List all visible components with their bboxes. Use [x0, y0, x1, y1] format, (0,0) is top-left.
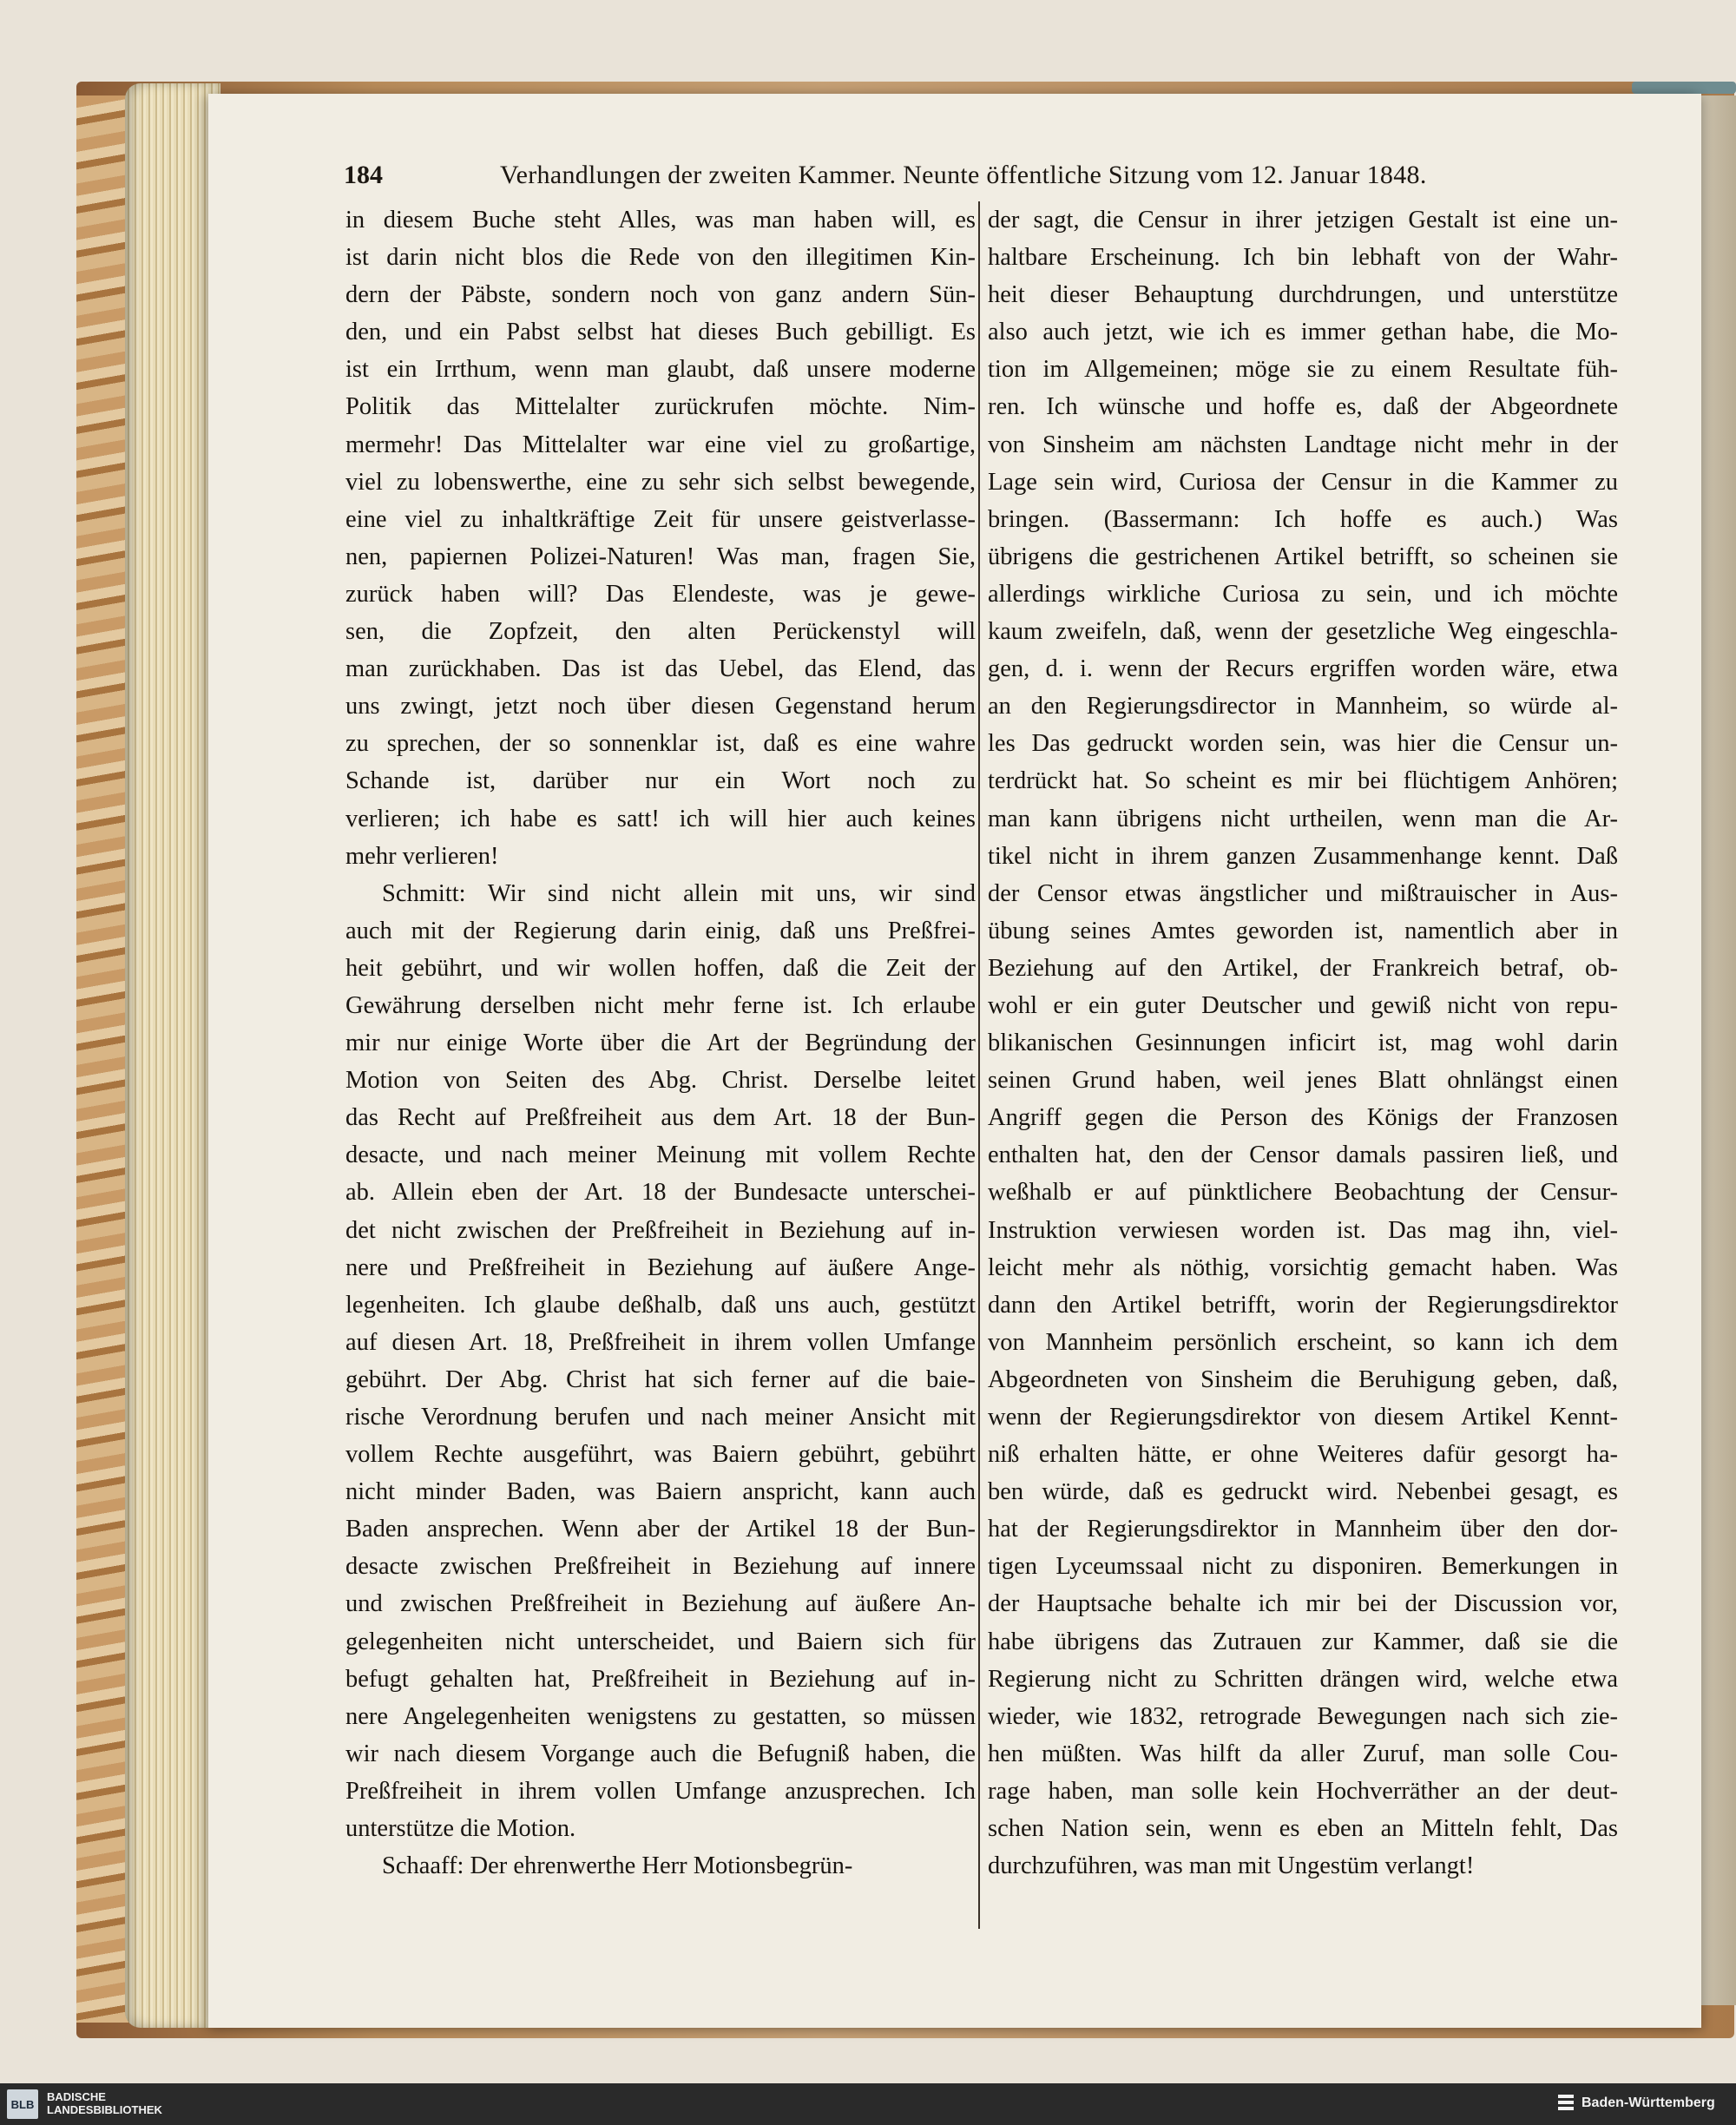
right-column-line: heit dieser Behauptung durchdrungen, und unterstütze [988, 281, 1618, 309]
running-head: Verhandlungen der zweiten Kammer. Neunte öffentliche Sitzung vom 12. Januar 1848. [500, 161, 1427, 189]
left-column-line: ist darin nicht blos die Rede von den illegitimen Kin- [345, 244, 976, 272]
left-column-line: nen, papiernen Polizei-Naturen! Was man, fragen Sie, [345, 543, 976, 570]
right-column-line: allerdings wirkliche Curiosa zu sein, und ich möchte [988, 580, 1618, 608]
right-column-line: Instruktion verwiesen worden ist. Das mag ihn, viel- [988, 1216, 1618, 1244]
right-column-line: von Sinsheim am nächsten Landtage nicht mehr in der [988, 431, 1618, 458]
right-column-line: hen müßten. Was hilft da aller Zuruf, man solle Cou- [988, 1740, 1618, 1767]
right-column-line: wenn der Regierungsdirektor von diesem Artikel Kennt- [988, 1404, 1618, 1431]
blb-logo-icon: BLB [7, 2089, 38, 2119]
right-column-line: von Mannheim persönlich erscheint, so kann ich dem [988, 1328, 1618, 1356]
right-column-line: Abgeordneten von Sinsheim die Beruhigung geben, daß, [988, 1365, 1618, 1393]
right-column-line: der Censor etwas ängstlicher und mißtrauischer in Aus- [988, 879, 1618, 907]
right-column-line: der Hauptsache behalte ich mir bei der Discussion vor, [988, 1590, 1618, 1618]
left-column-line: viel zu lobenswerthe, eine zu sehr sich selbst bewegende, [345, 468, 976, 496]
left-column-line: zurück haben will? Das Elendeste, was je gewe- [345, 580, 976, 608]
right-column-line: wieder, wie 1832, retrograde Bewegungen nach sich zie- [988, 1702, 1618, 1730]
right-column-line: übrigens die gestrichenen Artikel betrifft, so scheinen sie [988, 543, 1618, 570]
right-column-line: habe übrigens das Zutrauen zur Kammer, daß sie die [988, 1628, 1618, 1655]
left-column-line: mermehr! Das Mittelalter war eine viel zu großartige, [345, 431, 976, 458]
left-column-line: mir nur einige Worte über die Art der Begründung der [345, 1030, 976, 1057]
right-column-line: an den Regierungsdirector in Mannheim, so würde al- [988, 693, 1618, 720]
right-column-line: hat der Regierungsdirektor in Mannheim über den dor- [988, 1516, 1618, 1543]
left-column-line: und zwischen Preßfreiheit in Beziehung auf äußere An- [345, 1590, 976, 1618]
page-header [344, 161, 1481, 195]
left-column-line: Preßfreiheit in ihrem vollen Umfange anzusprechen. Ich [345, 1777, 976, 1805]
left-column-line: vollem Rechte ausgeführt, was Baiern gebührt, gebührt [345, 1441, 976, 1469]
left-column-line: das Recht auf Preßfreiheit aus dem Art. 18 der Bun- [345, 1104, 976, 1132]
page-number: 184 [344, 161, 383, 189]
right-column-line: rage haben, man solle kein Hochverräther an der deut- [988, 1777, 1618, 1805]
right-column-line: man kann übrigens nicht urtheilen, wenn man die Ar- [988, 805, 1618, 832]
left-column-line: Schande ist, darüber nur ein Wort noch zu [345, 767, 976, 795]
state-name: Baden-Württemberg [1581, 2095, 1715, 2110]
right-column-line: seinen Grund haben, weil jenes Blatt ohnlängst einen [988, 1067, 1618, 1095]
left-column-line: Politik das Mittelalter zurückrufen möchte. Nim- [345, 393, 976, 421]
right-column-line: bringen. (Bassermann: Ich hoffe es auch.) Was [988, 505, 1618, 533]
left-column-line: wir nach diesem Vorgange auch die Befugniß haben, die [345, 1740, 976, 1767]
right-column-line: wohl er ein guter Deutscher und gewiß nicht von repu- [988, 991, 1618, 1019]
right-column-line: tikel nicht in ihrem ganzen Zusammenhange kennt. Daß [988, 842, 1618, 870]
left-column-line: man zurückhaben. Das ist das Uebel, das Elend, das [345, 655, 976, 683]
right-column-line: enthalten hat, den der Censor damals passiren ließ, und [988, 1141, 1618, 1169]
right-column-line: also auch jetzt, wie ich es immer gethan habe, die Mo- [988, 319, 1618, 346]
right-column-line: Beziehung auf den Artikel, der Frankreich betraf, ob- [988, 954, 1618, 982]
marbled-edge [76, 95, 128, 2023]
bookmark-ribbon [1632, 82, 1736, 94]
left-column-line: Schaaff: Der ehrenwerthe Herr Motionsbegrün- [382, 1852, 853, 1880]
left-column-line: rische Verordnung berufen und nach meiner Ansicht mit [345, 1404, 976, 1431]
right-column-line: tigen Lyceumssaal nicht zu disponiren. Bemerkungen in [988, 1553, 1618, 1581]
left-column-line: zu sprechen, der so sonnenklar ist, daß es eine wahre [345, 730, 976, 758]
left-column-line: ist ein Irrthum, wenn man glaubt, daß unsere moderne [345, 356, 976, 384]
left-column-line: Gewährung derselben nicht mehr ferne ist. Ich erlaube [345, 991, 976, 1019]
library-name-line1: BADISCHE [47, 2090, 106, 2103]
right-column-line: weßhalb er auf pünktlichere Beobachtung der Censur- [988, 1179, 1618, 1207]
right-column-line: Regierung nicht zu Schritten drängen wird, welche etwa [988, 1665, 1618, 1693]
library-name-line2: LANDESBIBLIOTHEK [47, 2103, 162, 2116]
right-column-line: Angriff gegen die Person des Königs der Franzosen [988, 1104, 1618, 1132]
left-column-line: eine viel zu inhaltkräftige Zeit für unsere geistverlasse- [345, 505, 976, 533]
left-column-line: uns zwingt, jetzt noch über diesen Gegenstand herum [345, 693, 976, 720]
left-column-line: nere und Preßfreiheit in Beziehung auf äußere Ange- [345, 1253, 976, 1281]
left-column-line: desacte zwischen Preßfreiheit in Beziehung auf innere [345, 1553, 976, 1581]
right-column-line: les Das gedruckt worden sein, was hier die Censur un- [988, 730, 1618, 758]
library-name [47, 2090, 162, 2116]
right-column [988, 201, 1618, 1885]
left-column-line: unterstütze die Motion. [345, 1815, 576, 1843]
right-column-line: terdrückt hat. So scheint es mir bei flüchtigem Anhören; [988, 767, 1618, 795]
right-column-line: übung seines Amtes geworden ist, namentlich aber in [988, 917, 1618, 944]
right-column-line: durchzuführen, was man mit Ungestüm verlangt! [988, 1852, 1475, 1880]
footer-bar [0, 2083, 1736, 2125]
right-column-line: leicht mehr als nöthig, vorsichtig gemacht haben. Was [988, 1253, 1618, 1281]
right-column-line: kaum zweifeln, daß, wenn der gesetzliche Weg eingeschla- [988, 618, 1618, 646]
left-column-line: Motion von Seiten des Abg. Christ. Derselbe leitet [345, 1067, 976, 1095]
left-column-line: heit gebührt, und wir wollen hoffen, daß die Zeit der [345, 954, 976, 982]
left-column-line: legenheiten. Ich glaube deßhalb, daß uns auch, gestützt [345, 1291, 976, 1319]
right-column-line: tion im Allgemeinen; möge sie zu einem Resultate füh- [988, 356, 1618, 384]
left-column-line: Schmitt: Wir sind nicht allein mit uns, wir sind [382, 879, 976, 907]
left-column-line: det nicht zwischen der Preßfreiheit in Beziehung auf in- [345, 1216, 976, 1244]
right-column-line: niß erhalten hätte, er ohne Weiteres dafür gesorgt ha- [988, 1441, 1618, 1469]
right-column-line: der sagt, die Censur in ihrer jetzigen Gestalt ist eine un- [988, 207, 1618, 234]
left-column-line: verlieren; ich habe es satt! ich will hier auch keines [345, 805, 976, 832]
column-divider [978, 201, 980, 1929]
right-column-line: dann den Artikel betrifft, worin der Regierungsdirektor [988, 1291, 1618, 1319]
left-column-line: in diesem Buche steht Alles, was man haben will, es [345, 207, 976, 234]
left-column-line: gebührt. Der Abg. Christ hat sich ferner auf die baie- [345, 1365, 976, 1393]
right-column-line: ben würde, daß es gedruckt wird. Nebenbei gesagt, es [988, 1478, 1618, 1506]
left-column [345, 201, 976, 1885]
right-column-line: Lage sein wird, Curiosa der Censur in die Kammer zu [988, 468, 1618, 496]
page-edges [125, 83, 220, 2028]
left-column-line: sen, die Zopfzeit, den alten Perückenstyl will [345, 618, 976, 646]
left-column-line: den, und ein Pabst selbst hat dieses Buch gebilligt. Es [345, 319, 976, 346]
left-column-line: nere Angelegenheiten wenigstens zu gestatten, so müssen [345, 1702, 976, 1730]
right-column-line: ren. Ich wünsche und hoffe es, daß der Abgeordnete [988, 393, 1618, 421]
left-column-line: befugt gehalten hat, Preßfreiheit in Beziehung auf in- [345, 1665, 976, 1693]
right-column-line: gen, d. i. wenn der Recurs ergriffen worden wäre, etwa [988, 655, 1618, 683]
left-column-line: ab. Allein eben der Art. 18 der Bundesacte unterschei- [345, 1179, 976, 1207]
right-column-line: schen Nation sein, wenn es eben an Mitteln fehlt, Das [988, 1815, 1618, 1843]
left-column-line: Baden ansprechen. Wenn aber der Artikel 18 der Bun- [345, 1516, 976, 1543]
left-column-line: auch mit der Regierung darin einig, daß uns Preßfrei- [345, 917, 976, 944]
left-column-line: dern der Päbste, sondern noch von ganz andern Sün- [345, 281, 976, 309]
bw-lions-icon [1555, 2091, 1576, 2115]
right-column-line: blikanischen Gesinnungen inficirt ist, mag wohl darin [988, 1030, 1618, 1057]
left-column-line: nicht minder Baden, was Baiern anspricht, kann auch [345, 1478, 976, 1506]
left-column-line: desacte, und nach meiner Meinung mit vollem Rechte [345, 1141, 976, 1169]
left-column-line: auf diesen Art. 18, Preßfreiheit in ihrem vollen Umfange [345, 1328, 976, 1356]
left-column-line: gelegenheiten nicht unterscheidet, und Baiern sich für [345, 1628, 976, 1655]
left-column-line: mehr verlieren! [345, 842, 499, 870]
right-column-line: haltbare Erscheinung. Ich bin lebhaft von der Wahr- [988, 244, 1618, 272]
